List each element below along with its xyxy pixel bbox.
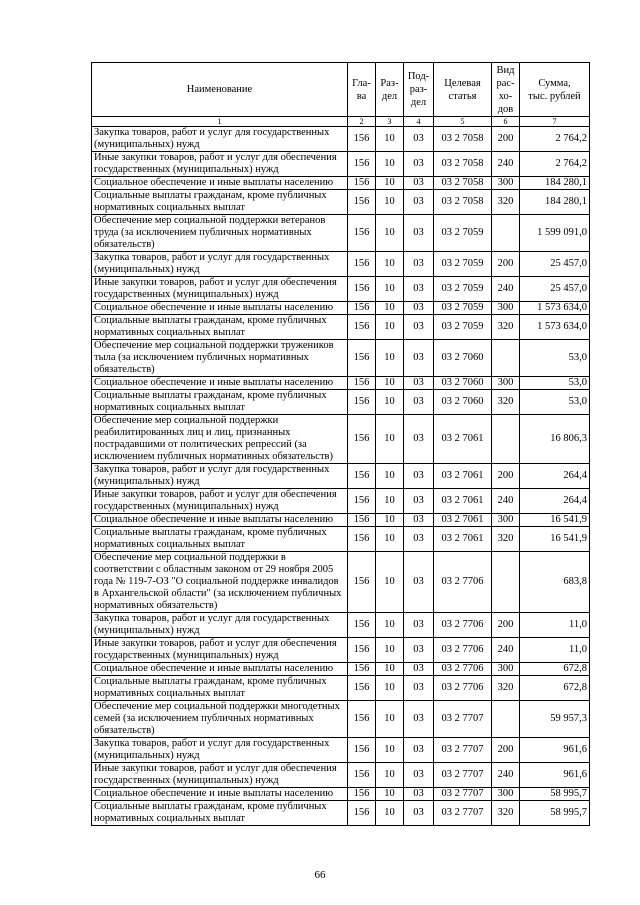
row-name-cell: Иные закупки товаров, работ и услуг для обеспечения государственных (муниципальных) нужд — [92, 489, 348, 514]
row-vid-cell: 300 — [492, 377, 520, 390]
row-glava-cell: 156 — [348, 190, 376, 215]
column-number: 1 — [92, 117, 348, 127]
row-razdel-cell: 10 — [376, 152, 404, 177]
row-glava-cell: 156 — [348, 302, 376, 315]
row-vid-cell: 240 — [492, 763, 520, 788]
row-podrazdel-cell: 03 — [404, 152, 434, 177]
row-sum-cell: 672,8 — [520, 676, 590, 701]
row-podrazdel-cell: 03 — [404, 801, 434, 826]
row-vid-cell — [492, 415, 520, 464]
row-target-cell: 03 2 7061 — [434, 489, 492, 514]
row-glava-cell: 156 — [348, 127, 376, 152]
row-podrazdel-cell: 03 — [404, 552, 434, 613]
row-target-cell: 03 2 7706 — [434, 663, 492, 676]
row-glava-cell: 156 — [348, 177, 376, 190]
row-name-cell: Иные закупки товаров, работ и услуг для обеспечения государственных (муниципальных) нужд — [92, 763, 348, 788]
table-body — [92, 127, 590, 826]
row-glava-cell: 156 — [348, 788, 376, 801]
row-glava-cell: 156 — [348, 676, 376, 701]
row-name-cell: Социальное обеспечение и иные выплаты населению — [92, 663, 348, 676]
row-target-cell: 03 2 7707 — [434, 801, 492, 826]
row-name-cell: Иные закупки товаров, работ и услуг для обеспечения государственных (муниципальных) нужд — [92, 277, 348, 302]
table-row — [92, 315, 590, 340]
table-row — [92, 638, 590, 663]
row-podrazdel-cell: 03 — [404, 638, 434, 663]
column-number: 4 — [404, 117, 434, 127]
row-razdel-cell: 10 — [376, 638, 404, 663]
table-row — [92, 127, 590, 152]
row-sum-cell: 1 573 634,0 — [520, 315, 590, 340]
row-razdel-cell: 10 — [376, 390, 404, 415]
table-row — [92, 738, 590, 763]
row-podrazdel-cell: 03 — [404, 340, 434, 377]
row-vid-cell: 200 — [492, 613, 520, 638]
column-number: 5 — [434, 117, 492, 127]
header-name: Наименование — [92, 63, 348, 117]
table-row — [92, 613, 590, 638]
row-sum-cell: 264,4 — [520, 464, 590, 489]
row-sum-cell: 683,8 — [520, 552, 590, 613]
row-vid-cell: 200 — [492, 464, 520, 489]
row-podrazdel-cell: 03 — [404, 127, 434, 152]
row-vid-cell: 320 — [492, 190, 520, 215]
row-name-cell: Закупка товаров, работ и услуг для государственных (муниципальных) нужд — [92, 738, 348, 763]
row-glava-cell: 156 — [348, 663, 376, 676]
row-name-cell: Социальные выплаты гражданам, кроме публичных нормативных социальных выплат — [92, 315, 348, 340]
table-row — [92, 340, 590, 377]
table-row — [92, 177, 590, 190]
row-target-cell: 03 2 7058 — [434, 190, 492, 215]
row-vid-cell: 320 — [492, 676, 520, 701]
row-sum-cell: 16 541,9 — [520, 514, 590, 527]
row-sum-cell: 961,6 — [520, 738, 590, 763]
row-name-cell: Социальные выплаты гражданам, кроме публичных нормативных социальных выплат — [92, 527, 348, 552]
column-number: 6 — [492, 117, 520, 127]
row-podrazdel-cell: 03 — [404, 663, 434, 676]
row-sum-cell: 1 573 634,0 — [520, 302, 590, 315]
row-podrazdel-cell: 03 — [404, 390, 434, 415]
row-target-cell: 03 2 7059 — [434, 215, 492, 252]
row-sum-cell: 53,0 — [520, 390, 590, 415]
row-sum-cell: 184 280,1 — [520, 177, 590, 190]
row-glava-cell: 156 — [348, 638, 376, 663]
table-row — [92, 277, 590, 302]
row-target-cell: 03 2 7060 — [434, 377, 492, 390]
row-vid-cell: 200 — [492, 738, 520, 763]
row-name-cell: Обеспечение мер социальной поддержки реабилитированных лиц и лиц, признанных пострадавшими от политических репрессий (за исключением публичных нормативных обязательств) — [92, 415, 348, 464]
row-target-cell: 03 2 7707 — [434, 763, 492, 788]
row-target-cell: 03 2 7707 — [434, 701, 492, 738]
table-row — [92, 663, 590, 676]
row-podrazdel-cell: 03 — [404, 252, 434, 277]
row-sum-cell: 25 457,0 — [520, 252, 590, 277]
row-razdel-cell: 10 — [376, 190, 404, 215]
row-podrazdel-cell: 03 — [404, 514, 434, 527]
row-target-cell: 03 2 7059 — [434, 277, 492, 302]
row-glava-cell: 156 — [348, 315, 376, 340]
row-glava-cell: 156 — [348, 215, 376, 252]
row-glava-cell: 156 — [348, 377, 376, 390]
document-page — [91, 62, 589, 826]
row-glava-cell: 156 — [348, 340, 376, 377]
row-name-cell: Иные закупки товаров, работ и услуг для обеспечения государственных (муниципальных) нужд — [92, 638, 348, 663]
table-row — [92, 763, 590, 788]
row-name-cell: Обеспечение мер социальной поддержки многодетных семей (за исключением публичных нормативных обязательств) — [92, 701, 348, 738]
row-razdel-cell: 10 — [376, 315, 404, 340]
row-sum-cell: 2 764,2 — [520, 127, 590, 152]
table-row — [92, 252, 590, 277]
table-row — [92, 377, 590, 390]
header-row — [92, 63, 590, 117]
row-vid-cell: 240 — [492, 489, 520, 514]
row-target-cell: 03 2 7061 — [434, 527, 492, 552]
row-podrazdel-cell: 03 — [404, 701, 434, 738]
row-razdel-cell: 10 — [376, 514, 404, 527]
row-razdel-cell: 10 — [376, 613, 404, 638]
header-podrazdel: Под- раз- дел — [404, 63, 434, 117]
row-sum-cell: 11,0 — [520, 638, 590, 663]
row-glava-cell: 156 — [348, 390, 376, 415]
row-razdel-cell: 10 — [376, 415, 404, 464]
row-razdel-cell: 10 — [376, 552, 404, 613]
row-target-cell: 03 2 7060 — [434, 340, 492, 377]
row-target-cell: 03 2 7059 — [434, 252, 492, 277]
row-sum-cell: 58 995,7 — [520, 788, 590, 801]
row-glava-cell: 156 — [348, 415, 376, 464]
row-podrazdel-cell: 03 — [404, 315, 434, 340]
table-row — [92, 676, 590, 701]
table-row — [92, 552, 590, 613]
column-number: 7 — [520, 117, 590, 127]
row-glava-cell: 156 — [348, 464, 376, 489]
row-glava-cell: 156 — [348, 514, 376, 527]
row-vid-cell: 200 — [492, 252, 520, 277]
row-razdel-cell: 10 — [376, 788, 404, 801]
row-razdel-cell: 10 — [376, 377, 404, 390]
row-name-cell: Обеспечение мер социальной поддержки тружеников тыла (за исключением публичных нормативных обязательств) — [92, 340, 348, 377]
row-razdel-cell: 10 — [376, 676, 404, 701]
table-row — [92, 801, 590, 826]
row-sum-cell: 2 764,2 — [520, 152, 590, 177]
row-vid-cell: 320 — [492, 527, 520, 552]
row-vid-cell: 200 — [492, 127, 520, 152]
budget-table — [91, 62, 590, 826]
row-glava-cell: 156 — [348, 763, 376, 788]
row-name-cell: Закупка товаров, работ и услуг для государственных (муниципальных) нужд — [92, 613, 348, 638]
header-sum: Сумма, тыс. рублей — [520, 63, 590, 117]
row-target-cell: 03 2 7706 — [434, 638, 492, 663]
row-sum-cell: 59 957,3 — [520, 701, 590, 738]
row-vid-cell — [492, 552, 520, 613]
column-number: 3 — [376, 117, 404, 127]
row-glava-cell: 156 — [348, 801, 376, 826]
row-name-cell: Социальные выплаты гражданам, кроме публичных нормативных социальных выплат — [92, 676, 348, 701]
row-razdel-cell: 10 — [376, 663, 404, 676]
table-row — [92, 514, 590, 527]
row-name-cell: Обеспечение мер социальной поддержки в соответствии с областным законом от 29 ноября 2005 года № 119-7-ОЗ "О социальной поддержке инвалидов в Архангельской области" (за исключением публичных нормативных обязательств) — [92, 552, 348, 613]
row-name-cell: Социальное обеспечение и иные выплаты населению — [92, 788, 348, 801]
header-vid: Вид рас- хо- дов — [492, 63, 520, 117]
row-razdel-cell: 10 — [376, 277, 404, 302]
header-glava: Гла- ва — [348, 63, 376, 117]
row-podrazdel-cell: 03 — [404, 277, 434, 302]
row-sum-cell: 58 995,7 — [520, 801, 590, 826]
table-row — [92, 489, 590, 514]
row-razdel-cell: 10 — [376, 489, 404, 514]
table-row — [92, 701, 590, 738]
row-sum-cell: 16 806,3 — [520, 415, 590, 464]
row-target-cell: 03 2 7059 — [434, 315, 492, 340]
table-row — [92, 464, 590, 489]
row-name-cell: Социальное обеспечение и иные выплаты населению — [92, 377, 348, 390]
row-name-cell: Закупка товаров, работ и услуг для государственных (муниципальных) нужд — [92, 127, 348, 152]
table-row — [92, 190, 590, 215]
table-row — [92, 788, 590, 801]
row-name-cell: Социальные выплаты гражданам, кроме публичных нормативных социальных выплат — [92, 390, 348, 415]
row-glava-cell: 156 — [348, 613, 376, 638]
row-name-cell: Иные закупки товаров, работ и услуг для обеспечения государственных (муниципальных) нужд — [92, 152, 348, 177]
row-sum-cell: 53,0 — [520, 377, 590, 390]
row-sum-cell: 53,0 — [520, 340, 590, 377]
row-name-cell: Закупка товаров, работ и услуг для государственных (муниципальных) нужд — [92, 464, 348, 489]
row-podrazdel-cell: 03 — [404, 177, 434, 190]
row-target-cell: 03 2 7060 — [434, 390, 492, 415]
header-razdel: Раз- дел — [376, 63, 404, 117]
row-podrazdel-cell: 03 — [404, 788, 434, 801]
row-name-cell: Закупка товаров, работ и услуг для государственных (муниципальных) нужд — [92, 252, 348, 277]
row-podrazdel-cell: 03 — [404, 763, 434, 788]
page-number: 66 — [314, 869, 326, 881]
row-target-cell: 03 2 7058 — [434, 177, 492, 190]
table-row — [92, 390, 590, 415]
row-razdel-cell: 10 — [376, 340, 404, 377]
row-glava-cell: 156 — [348, 552, 376, 613]
row-name-cell: Социальные выплаты гражданам, кроме публичных нормативных социальных выплат — [92, 801, 348, 826]
row-razdel-cell: 10 — [376, 127, 404, 152]
row-target-cell: 03 2 7058 — [434, 152, 492, 177]
row-podrazdel-cell: 03 — [404, 415, 434, 464]
row-target-cell: 03 2 7707 — [434, 738, 492, 763]
row-name-cell: Социальное обеспечение и иные выплаты населению — [92, 514, 348, 527]
row-target-cell: 03 2 7706 — [434, 613, 492, 638]
row-target-cell: 03 2 7059 — [434, 302, 492, 315]
row-vid-cell: 240 — [492, 152, 520, 177]
row-vid-cell: 300 — [492, 514, 520, 527]
row-vid-cell: 240 — [492, 277, 520, 302]
row-podrazdel-cell: 03 — [404, 738, 434, 763]
row-razdel-cell: 10 — [376, 801, 404, 826]
row-glava-cell: 156 — [348, 152, 376, 177]
header-target: Целевая статья — [434, 63, 492, 117]
row-razdel-cell: 10 — [376, 527, 404, 552]
row-sum-cell: 961,6 — [520, 763, 590, 788]
row-razdel-cell: 10 — [376, 177, 404, 190]
row-sum-cell: 16 541,9 — [520, 527, 590, 552]
row-target-cell: 03 2 7058 — [434, 127, 492, 152]
table-row — [92, 152, 590, 177]
row-vid-cell: 240 — [492, 638, 520, 663]
row-sum-cell: 264,4 — [520, 489, 590, 514]
row-vid-cell: 300 — [492, 302, 520, 315]
row-glava-cell: 156 — [348, 277, 376, 302]
row-name-cell: Обеспечение мер социальной поддержки ветеранов труда (за исключением публичных нормативных обязательств) — [92, 215, 348, 252]
row-glava-cell: 156 — [348, 701, 376, 738]
row-target-cell: 03 2 7061 — [434, 415, 492, 464]
row-sum-cell: 11,0 — [520, 613, 590, 638]
row-vid-cell: 300 — [492, 663, 520, 676]
row-podrazdel-cell: 03 — [404, 215, 434, 252]
row-vid-cell — [492, 701, 520, 738]
row-vid-cell: 320 — [492, 801, 520, 826]
column-number: 2 — [348, 117, 376, 127]
row-razdel-cell: 10 — [376, 302, 404, 315]
row-name-cell: Социальные выплаты гражданам, кроме публичных нормативных социальных выплат — [92, 190, 348, 215]
row-vid-cell: 320 — [492, 390, 520, 415]
row-podrazdel-cell: 03 — [404, 527, 434, 552]
row-podrazdel-cell: 03 — [404, 489, 434, 514]
row-vid-cell: 300 — [492, 177, 520, 190]
row-target-cell: 03 2 7061 — [434, 514, 492, 527]
row-target-cell: 03 2 7707 — [434, 788, 492, 801]
row-razdel-cell: 10 — [376, 763, 404, 788]
row-glava-cell: 156 — [348, 527, 376, 552]
table-row — [92, 215, 590, 252]
row-podrazdel-cell: 03 — [404, 190, 434, 215]
row-name-cell: Социальное обеспечение и иные выплаты населению — [92, 177, 348, 190]
row-target-cell: 03 2 7706 — [434, 676, 492, 701]
row-sum-cell: 1 599 091,0 — [520, 215, 590, 252]
row-razdel-cell: 10 — [376, 252, 404, 277]
row-sum-cell: 184 280,1 — [520, 190, 590, 215]
column-number-row — [92, 117, 590, 127]
row-vid-cell: 300 — [492, 788, 520, 801]
row-podrazdel-cell: 03 — [404, 676, 434, 701]
row-glava-cell: 156 — [348, 252, 376, 277]
row-podrazdel-cell: 03 — [404, 613, 434, 638]
row-razdel-cell: 10 — [376, 701, 404, 738]
row-glava-cell: 156 — [348, 489, 376, 514]
row-podrazdel-cell: 03 — [404, 377, 434, 390]
row-name-cell: Социальное обеспечение и иные выплаты населению — [92, 302, 348, 315]
row-razdel-cell: 10 — [376, 738, 404, 763]
row-vid-cell — [492, 340, 520, 377]
row-glava-cell: 156 — [348, 738, 376, 763]
row-vid-cell: 320 — [492, 315, 520, 340]
row-podrazdel-cell: 03 — [404, 464, 434, 489]
row-target-cell: 03 2 7061 — [434, 464, 492, 489]
row-sum-cell: 25 457,0 — [520, 277, 590, 302]
row-sum-cell: 672,8 — [520, 663, 590, 676]
table-row — [92, 527, 590, 552]
row-razdel-cell: 10 — [376, 215, 404, 252]
row-razdel-cell: 10 — [376, 464, 404, 489]
row-target-cell: 03 2 7706 — [434, 552, 492, 613]
row-podrazdel-cell: 03 — [404, 302, 434, 315]
row-vid-cell — [492, 215, 520, 252]
table-row — [92, 415, 590, 464]
table-row — [92, 302, 590, 315]
